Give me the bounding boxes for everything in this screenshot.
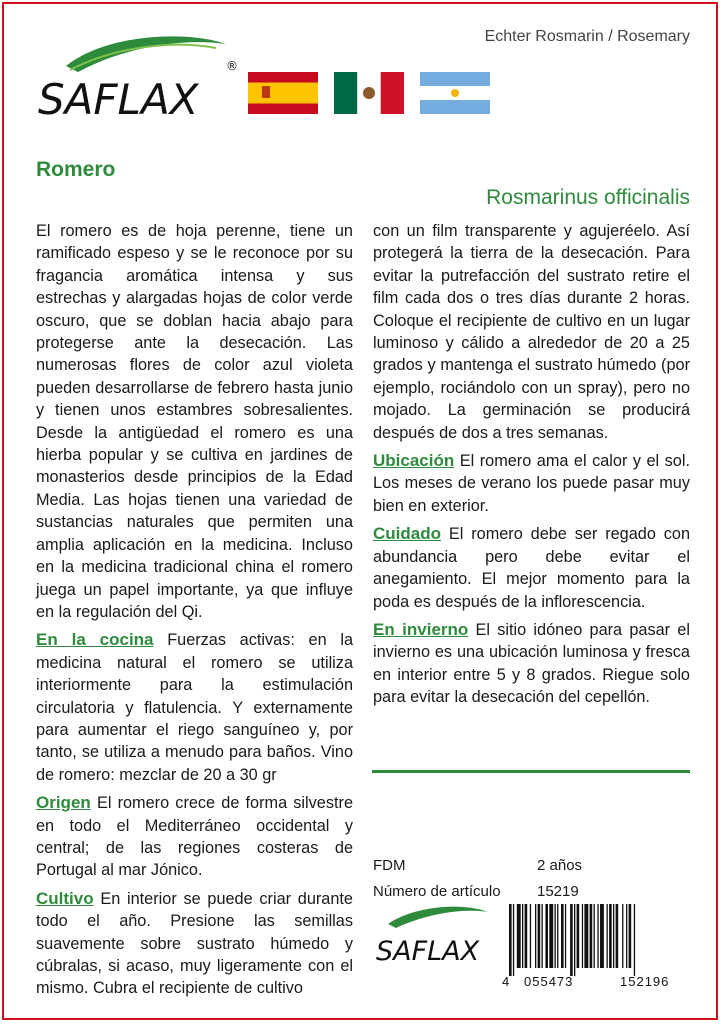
cuidado-text: El romero debe ser regado con abundancia pero debe evitar el anegamiento. El mejor momento para la poda es después de la inflorescencia. (373, 525, 691, 611)
article-label: Número de artículo (373, 883, 501, 900)
origen-text: El romero crece de forma silvestre en todo el Mediterráneo occidental y central; de las regiones costeras de Portugal al mar Jónico. (36, 794, 353, 880)
invierno-paragraph (373, 619, 690, 709)
cultivo-text: En interior se puede criar durante todo el año. Presione las semillas suavemente sobre sustrato húmedo y cúbralas, si acaso, muy ligeramente con el mismo. Cubra el recipiente de cultivo (36, 889, 353, 998)
barcode-bar (538, 904, 541, 968)
invierno-heading: En invierno (373, 619, 469, 639)
origen-heading: Origen (36, 793, 91, 813)
barcode-bar (590, 904, 593, 968)
barcode-bar (622, 904, 623, 968)
divider-line (372, 770, 690, 773)
cultivo-continued: con un film transparente y agujeréelo. Así protegerá la tierra de la desecación. Para evitar la putrefacción del sustrato retire el film cada dos o tres días durante 2 horas. Coloque el recipiente de cultivo en un lugar luminoso y cálido a alrededor de 20 a 25 grados y mantenga el sustrato húmedo (por ejemplo, rociándolo con un spray), pero no mojado. La germinación se producirá después de dos a tres semanas. (373, 222, 690, 442)
barcode-digit-first: 4 (502, 974, 510, 989)
barcode-bar (542, 904, 543, 968)
article-number: 15219 (537, 883, 579, 900)
barcode-bar (509, 904, 512, 976)
cuidado-paragraph (373, 523, 690, 613)
barcode-bar (517, 904, 521, 968)
barcode-bar (582, 904, 583, 968)
product-name: Romero (36, 158, 116, 181)
argentina-flag (420, 72, 490, 114)
barcode-bar (549, 904, 553, 968)
barcode-digits-left: 055473 (524, 974, 574, 989)
barcode-bar (565, 904, 566, 968)
barcode-bar (530, 904, 531, 968)
origen-paragraph (36, 792, 353, 882)
barcode-bar (535, 904, 536, 968)
left-column (36, 220, 353, 1006)
barcode-bar (522, 904, 523, 968)
cocina-paragraph (36, 629, 353, 786)
barcode-bar (557, 904, 558, 968)
barcode-bar (626, 904, 627, 968)
barcode-bar (634, 904, 635, 976)
barcode-bar (594, 904, 595, 968)
logo-small-text: SAFLAX (376, 936, 480, 967)
saflax-logo (36, 26, 246, 126)
barcode-bar (609, 904, 612, 968)
cultivo-paragraph (36, 888, 353, 1000)
mexico-flag (334, 72, 404, 114)
latin-name: Rosmarinus officinalis (486, 186, 690, 209)
right-column (373, 220, 690, 715)
cuidado-heading: Cuidado (373, 524, 441, 544)
ubicacion-heading: Ubicación (373, 451, 455, 471)
barcode-bar (513, 904, 514, 976)
barcode-bar (616, 904, 619, 968)
barcode-bar (555, 904, 556, 968)
barcode-digits-right: 152196 (620, 974, 670, 989)
header-title: Echter Rosmarin / Rosemary (484, 28, 690, 45)
ubicacion-paragraph (373, 450, 690, 517)
cocina-heading: En la cocina (36, 630, 154, 650)
cultivo-heading: Cultivo (36, 888, 94, 908)
barcode-bar (613, 904, 614, 968)
fdm-value: 2 años (537, 857, 583, 874)
barcode-bar (570, 904, 573, 976)
intro-paragraph: El romero es de hoja perenne, tiene un ramificado espeso y se le reconoce por su fragancia aromática intensa y sus estrechas y alargadas hojas de color verde oscuro, que se doblan hacia abajo para protegerse ante la desecación. Las numerosas flores de color azul violeta pueden desarrollarse de febrero hasta junio y tienen unos estambres sobresalientes. Desde la antigüedad el romero es una hierba popular y se cultiva en jardines de monasterios desde principios de la Edad Media. Las hojas tienen una variedad de sustancias naturales que permiten una amplia aplicación en la medicina. Incluso en la medicina tradicional china el romero juega un papel importante, ya que influye en la regulación del Qi. (36, 222, 353, 621)
saflax-logo-small (370, 900, 500, 970)
barcode-bar (525, 904, 528, 968)
barcode-bar (574, 904, 575, 976)
barcode-bar (561, 904, 564, 968)
flag-row (248, 72, 490, 114)
ubicacion-text: El romero ama el calor y el sol. Los meses de verano los puede pasar muy bien en exterior. (373, 452, 690, 515)
barcode-bar (545, 904, 548, 968)
barcode-bar (584, 904, 588, 968)
barcode-bar (629, 904, 632, 968)
barcode-bar (597, 904, 598, 968)
spain-flag (248, 72, 318, 114)
barcode-bar (607, 904, 608, 968)
invierno-text: El sitio idóneo para pasar el invierno es una ubicación luminosa y fresca en interior entre 5 y 8 grados. Riegue solo para evitar la desecación del cepellón. (373, 620, 690, 707)
barcode (499, 904, 692, 976)
fdm-label: FDM (373, 857, 406, 874)
barcode-bar (600, 904, 604, 968)
cocina-text: Fuerzas activas: en la medicina natural el romero se utiliza interiormente para la estimulación circulatoria y flatulencia. Y externamente para aumentar el riego sanguíneo y, por tanto, se utiliza a menudo para baños. Vino de romero: mezclar de 20 a 30 gr (36, 631, 353, 784)
registered-mark: ® (226, 59, 238, 73)
logo-text: SAFLAX (38, 75, 199, 124)
barcode-bar (577, 904, 580, 968)
